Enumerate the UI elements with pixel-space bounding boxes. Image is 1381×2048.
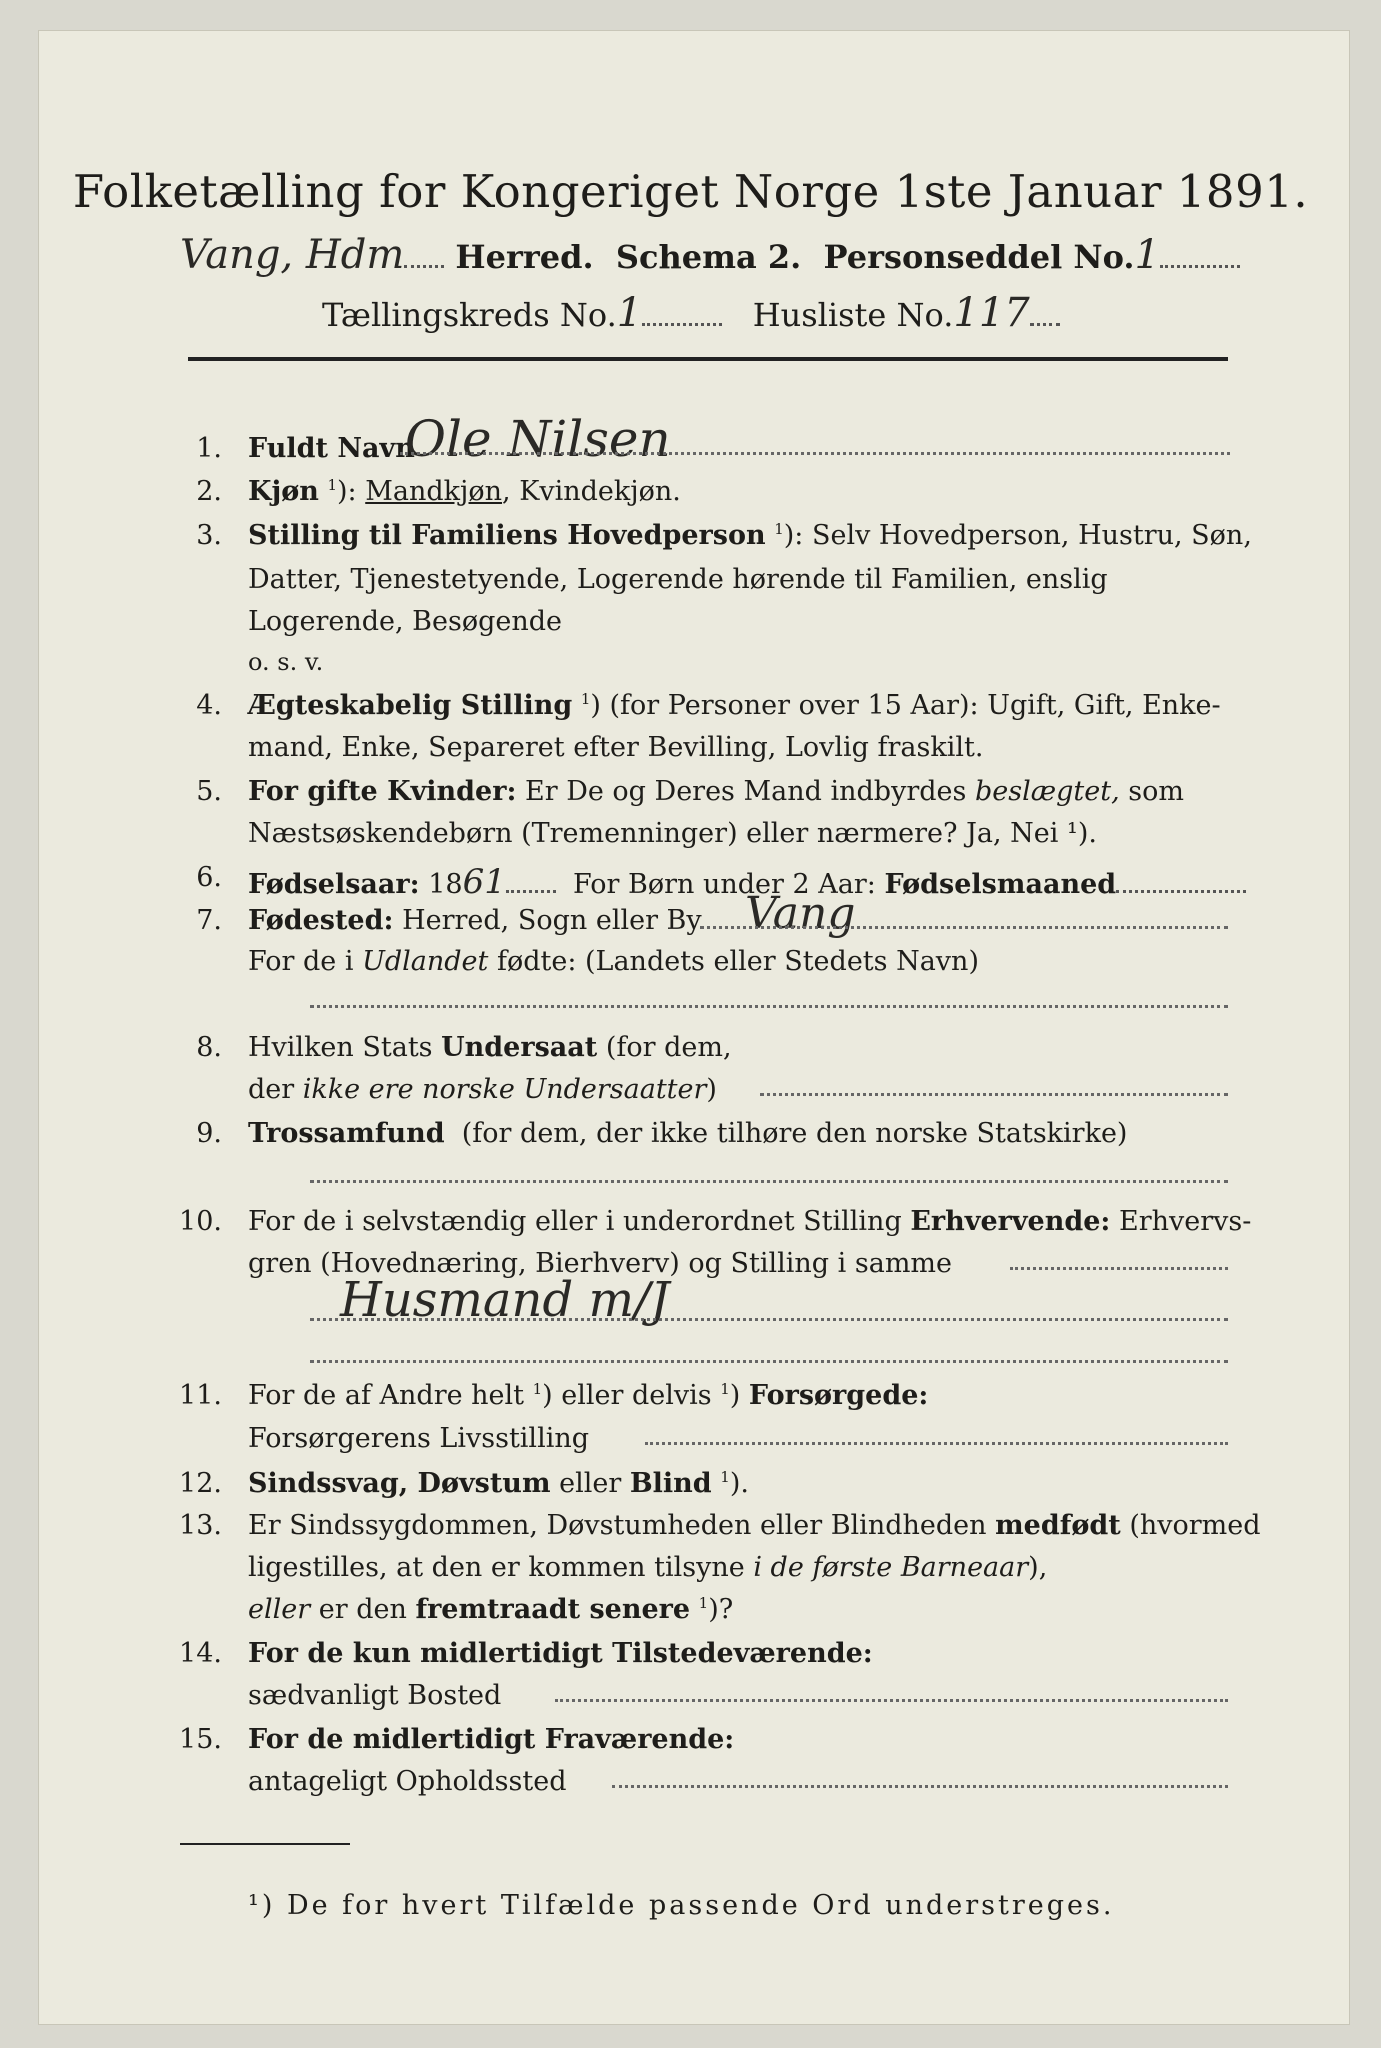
husliste-label: Husliste No. xyxy=(752,296,954,334)
provider-field-line xyxy=(645,1442,1228,1445)
item-11-line2: Forsørgerens Livsstilling xyxy=(248,1423,590,1454)
footnote-rule xyxy=(180,1843,350,1845)
item-15-line1: For de midlertidigt Fraværende: xyxy=(248,1724,735,1755)
item-number: 4. xyxy=(196,690,222,721)
item-number: 11. xyxy=(179,1380,222,1411)
item-3-line1: Stilling til Familiens Hovedperson $^1$): Selv Hovedperson, Hustru, Søn, xyxy=(248,520,1252,551)
gender-selected: Mandkjøn xyxy=(365,476,503,507)
item-6-line: Fødselsaar: 1861 For Børn under 2 Aar: Fødselsmaaned xyxy=(248,862,1246,902)
nationality-field-line xyxy=(760,1093,1228,1096)
item-2-line: Kjøn $^1$): Mandkjøn, Kvindekjøn. xyxy=(248,476,681,507)
item-10-line2: gren (Hovednæring, Bierhverv) og Stilling i samme xyxy=(248,1248,953,1279)
item-number: 7. xyxy=(196,905,222,936)
item-number: 2. xyxy=(196,476,222,507)
item-number: 3. xyxy=(196,520,222,551)
item-7-line2: For de i Udlandet fødte: (Landets eller Stedets Navn) xyxy=(248,946,979,977)
residence-field-line xyxy=(555,1699,1228,1702)
birthplace-field-line xyxy=(700,926,1228,929)
herred-label: Herred. xyxy=(455,238,594,276)
foreign-birthplace-field-line xyxy=(310,1005,1228,1008)
herred-value: Vang, Hdm xyxy=(180,232,405,278)
item-12-line: Sindssvag, Døvstum eller Blind $^1$). xyxy=(248,1468,749,1499)
item-13-line2: ligestilles, at den er kommen tilsyne i de første Barneaar), xyxy=(248,1552,1048,1583)
kreds-value: 1 xyxy=(616,290,643,336)
item-number: 9. xyxy=(196,1118,222,1149)
item-8-line1: Hvilken Stats Undersaat (for dem, xyxy=(248,1032,732,1063)
kreds-line xyxy=(322,290,1060,336)
item-number: 10. xyxy=(179,1206,222,1237)
item-14-line2: sædvanligt Bosted xyxy=(248,1680,502,1711)
item-7-line1: Fødested: Herred, Sogn eller By xyxy=(248,905,702,936)
herred-line xyxy=(180,232,1240,278)
item-4-line2: mand, Enke, Separeret efter Bevilling, Lovlig fraskilt. xyxy=(248,732,984,763)
item-number: 14. xyxy=(179,1638,222,1669)
occupation-value: Husmand m/J xyxy=(340,1272,670,1328)
item-13-line1: Er Sindssygdommen, Døvstumheden eller Blindheden medfødt (hvormed xyxy=(248,1510,1261,1541)
item-number: 8. xyxy=(196,1032,222,1063)
item-number: 6. xyxy=(196,862,222,893)
item-4-line1: Ægteskabelig Stilling $^1$) (for Personer over 15 Aar): Ugift, Gift, Enke- xyxy=(248,690,1221,721)
name-value: Ole Nilsen xyxy=(405,410,671,468)
kreds-label: Tællingskreds No. xyxy=(322,296,617,334)
item-5-line2: Næstsøskendebørn (Tremenninger) eller nærmere? Ja, Nei ¹). xyxy=(248,818,1097,849)
item-13-line3: eller er den fremtraadt senere $^1$)? xyxy=(248,1594,734,1625)
header-rule xyxy=(188,357,1228,361)
item-14-line1: For de kun midlertidigt Tilstedeværende: xyxy=(248,1638,873,1669)
birthplace-value: Vang xyxy=(745,888,856,939)
item-3-line2: Datter, Tjenestetyende, Logerende hørende til Familien, enslig xyxy=(248,564,1108,595)
item-9-line1: Trossamfund (for dem, der ikke tilhøre den norske Statskirke) xyxy=(248,1118,1128,1149)
occupation-field-line-1 xyxy=(1010,1267,1228,1270)
item-1-label: Fuldt Navn xyxy=(248,433,415,464)
item-3-line3: Logerende, Besøgende xyxy=(248,606,562,637)
occupation-field-line-2 xyxy=(310,1318,1228,1321)
form-title: Folketælling for Kongeriget Norge 1ste Januar 1891. xyxy=(72,165,1309,218)
item-number: 13. xyxy=(179,1510,222,1541)
item-8-line2: der ikke ere norske Undersaatter) xyxy=(248,1074,717,1105)
item-number: 15. xyxy=(179,1724,222,1755)
occupation-field-line-3 xyxy=(310,1360,1228,1363)
whereabouts-field-line xyxy=(612,1785,1228,1788)
schema-label: Schema 2. xyxy=(615,238,802,276)
item-11-line1: For de af Andre helt $^1$) eller delvis $^1$) Forsørgede: xyxy=(248,1380,929,1411)
birth-year-value: 61 xyxy=(462,862,506,902)
personseddel-value: 1 xyxy=(1134,232,1160,278)
name-field-line xyxy=(400,452,1230,455)
item-10-line1: For de i selvstændig eller i underordnet Stilling Erhvervende: Erhvervs- xyxy=(248,1206,1252,1237)
item-15-line2: antageligt Opholdssted xyxy=(248,1766,567,1797)
item-number: 5. xyxy=(196,776,222,807)
personseddel-label: Personseddel No. xyxy=(823,238,1135,276)
item-number: 12. xyxy=(179,1468,222,1499)
item-number: 1. xyxy=(196,433,222,464)
husliste-value: 117 xyxy=(953,290,1030,336)
item-3-line4: o. s. v. xyxy=(248,648,324,676)
item-5-line1: For gifte Kvinder: Er De og Deres Mand indbyrdes beslægtet, som xyxy=(248,776,1184,807)
religion-field-line xyxy=(310,1180,1228,1183)
footnote: ¹) De for hvert Tilfælde passende Ord understreges. xyxy=(248,1890,1115,1921)
